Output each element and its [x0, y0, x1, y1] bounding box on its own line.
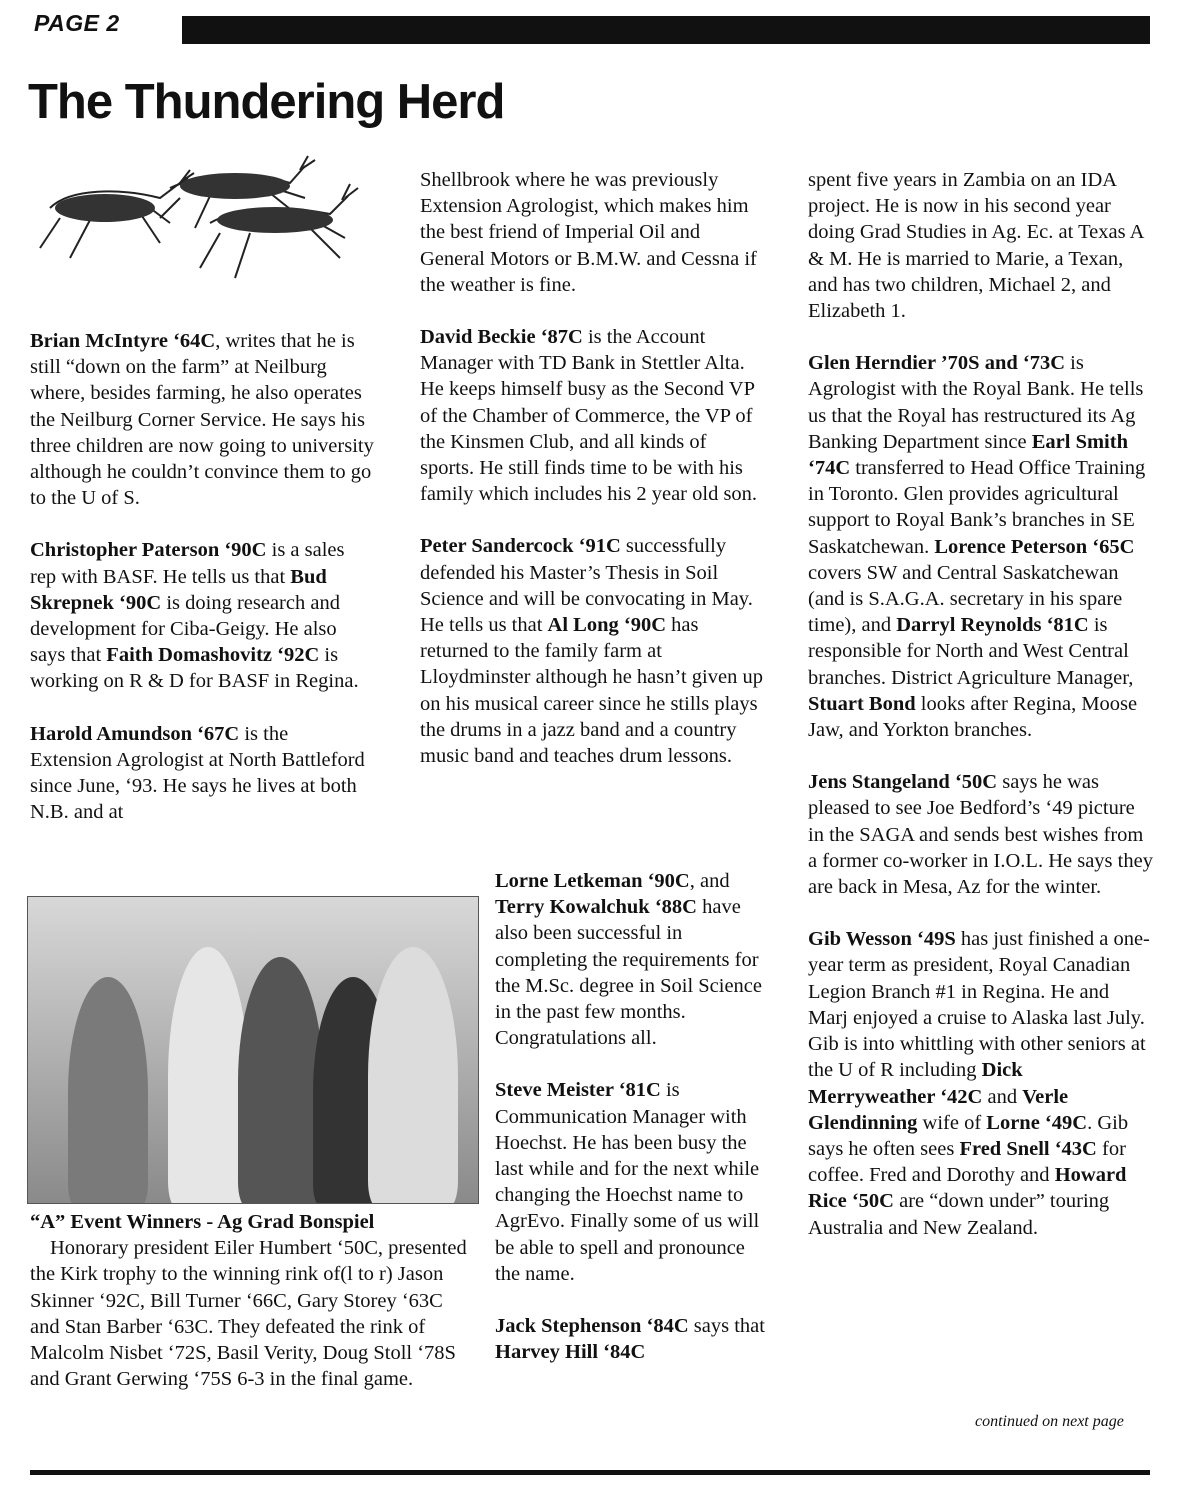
item-gib-wesson: Gib Wesson ‘49S has just finished a one-year term as president, Royal Canadian Legion Branch #1 in Regina. He and Marj enjoyed a cruise to Alaska last July. Gib is into whittling with other seniors at the U of R including Dick Merryweather ‘42C and Verle Glendinning wife of Lorne ‘49C. Gib says he often sees Fred Snell ‘43C for coffee. Fred and Dorothy and Howard Rice ‘50C are “down under” touring Australia and New Zealand.	[808, 928, 1150, 1239]
article-title: The Thundering Herd	[28, 75, 505, 129]
column-2	[420, 167, 765, 795]
photo-caption	[30, 1209, 470, 1392]
item-brian-mcintyre: Brian McIntyre ‘64C, writes that he is still “down on the farm” at Neilburg where, besides farming, he also operates the Neilburg Corner Service. He says his three children are now going to university although he couldn’t convince them to go to the U of S.	[30, 330, 374, 510]
column-3	[808, 167, 1153, 1267]
column-2-lower	[495, 868, 770, 1391]
item-jack-stephenson: Jack Stephenson ‘84C says that Harvey Hill ‘84C	[495, 1315, 765, 1364]
caption-body: Honorary president Eiler Humbert ‘50C, presented the Kirk trophy to the winning rink of(l to r) Jason Skinner ‘92C, Bill Turner ‘66C, Gary Storey ‘63C and Stan Barber ‘63C. They defeated the rink of Malcolm Nisbet ‘72S, Basil Verity, Doug Stoll ‘78S and Grant Gerwing ‘75S 6-3 in the final game.	[30, 1237, 467, 1391]
footer-rule	[30, 1470, 1150, 1475]
item-harold-amundson: Harold Amundson ‘67C is the Extension Agrologist at North Battleford since June, ‘93. He says he lives at both N.B. and at	[30, 722, 365, 824]
item-david-beckie: David Beckie ‘87C is the Account Manager with TD Bank in Stettler Alta. He keeps himself busy as the Second VP of the Chamber of Commerce, the VP of the Kinsmen Club, and all kinds of sports. He still finds time to be with his family which includes his 2 year old son.	[420, 326, 758, 506]
page-label: PAGE 2	[34, 10, 120, 36]
bonspiel-photo	[27, 896, 479, 1204]
item-lorne-letkeman: Lorne Letkeman ‘90C, and Terry Kowalchuk ‘88C have also been successful in completing the requirements for the M.Sc. degree in Soil Science in the past few months. Congratulations all.	[495, 870, 763, 1050]
item-peter-sandercock: Peter Sandercock ‘91C successfully defended his Master’s Thesis in Soil Science and will be convocating in May. He tells us that Al Long ‘90C has returned to the family farm at Lloydminster although he hasn’t given up on his musical career since he stills plays the drums in a jazz band and a country music band and teaches drum lessons.	[420, 535, 763, 768]
column-1	[30, 328, 375, 851]
item-steve-meister: Steve Meister ‘81C is Communication Manager with Hoechst. He has been busy the last while and for the next while changing the Hoechst name to AgrEvo. Finally some of us will be able to spell and pronounce the name.	[495, 1079, 760, 1285]
item-jens-stangeland: Jens Stangeland ‘50C says he was pleased to see Joe Bedford’s ‘49 picture in the SAGA and sends best wishes from a former co-worker in I.O.L. He says they are back in Mesa, Az for the winter.	[808, 771, 1153, 899]
item-christopher-paterson: Christopher Paterson ‘90C is a sales rep with BASF. He tells us that Bud Skrepnek ‘90C is doing research and development for Ciba-Geigy. He also says that Faith Domashovitz ‘92C is working on R & D for BASF in Regina.	[30, 539, 359, 693]
caption-heading: “A” Event Winners - Ag Grad Bonspiel	[30, 1211, 375, 1233]
antelope-illustration	[30, 148, 370, 308]
item-shellbrook: Shellbrook where he was previously Extension Agrologist, which makes him the best friend of Imperial Oil and General Motors or B.M.W. and Cessna if the weather is fine.	[420, 169, 757, 296]
continued-note: continued on next page	[975, 1413, 1124, 1430]
item-zambia: spent five years in Zambia on an IDA project. He is now in his second year doing Grad Studies in Ag. Ec. at Texas A & M. He is married to Marie, a Texan, and has two children, Michael 2, and Elizabeth 1.	[808, 169, 1144, 323]
header-bar	[182, 16, 1150, 44]
item-glen-herndier: Glen Herndier ’70S and ‘73C is Agrologist with the Royal Bank. He tells us that the Royal has restructured its Ag Banking Department since Earl Smith ‘74C transferred to Head Office Training in Toronto. Glen provides agricultural support to Royal Bank’s branches in SE Saskatchewan. Lorence Peterson ‘65C covers SW and Central Saskatchewan (and is S.A.G.A. secretary in his spare time), and Darryl Reynolds ‘81C is responsible for North and West Central branches. District Agriculture Manager, Stuart Bond looks after Regina, Moose Jaw, and Yorkton branches.	[808, 352, 1146, 742]
